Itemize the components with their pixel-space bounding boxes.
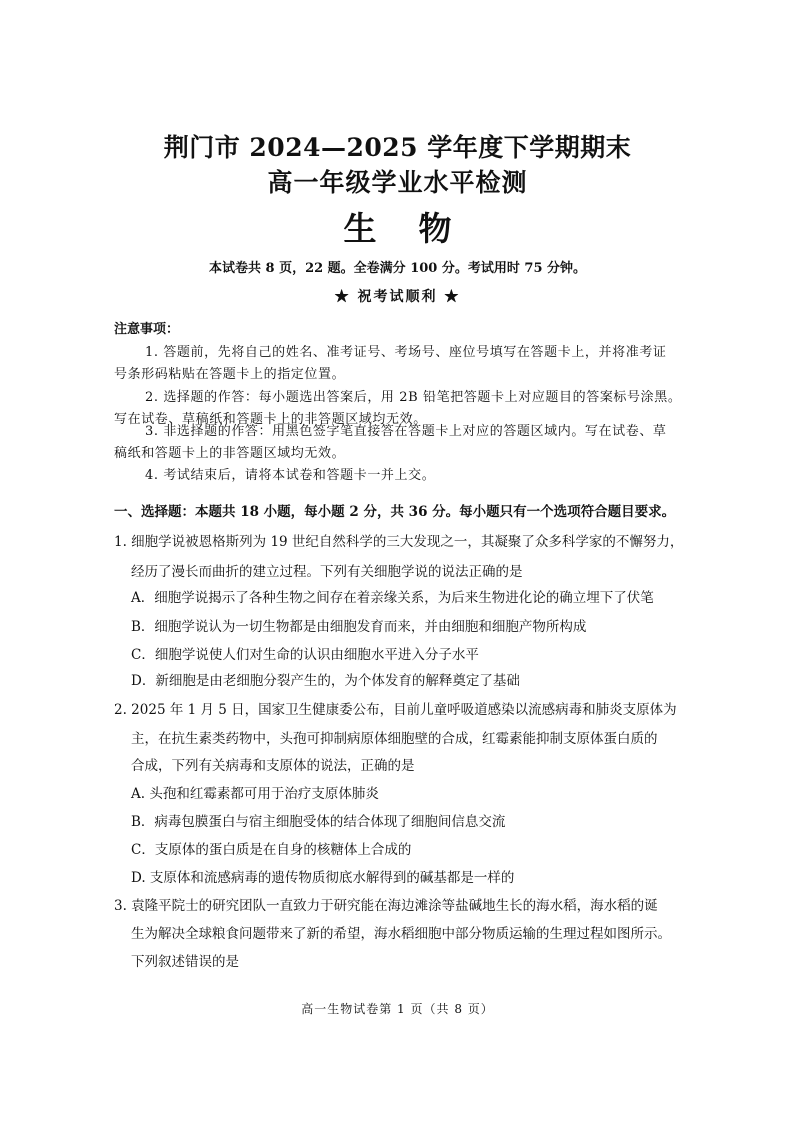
option-c: C．细胞学说使人们对生命的认识由细胞水平进入分子水平 bbox=[131, 647, 479, 663]
question-stem-line: 主，在抗生素类药物中，头孢可抑制病原体细胞壁的合成，红霉素能抑制支原体蛋白质的 bbox=[131, 731, 658, 747]
notice-line: 1. 答题前，先将自己的姓名、准考证号、考场号、座位号填写在答题卡上，并将准考证 bbox=[145, 345, 667, 360]
option-b: B．细胞学说认为一切生物都是由细胞发育而来，并由细胞和细胞产物所构成 bbox=[131, 619, 587, 635]
question-stem-line: 下列叙述错误的是 bbox=[131, 954, 239, 970]
question-stem-line: 经历了漫长而曲折的建立过程。下列有关细胞学说的说法正确的是 bbox=[131, 564, 523, 580]
question-stem-line: 生为解决全球粮食问题带来了新的希望，海水稻细胞中部分物质运输的生理过程如图所示。 bbox=[131, 926, 671, 942]
notice-line: 3. 非选择题的作答：用黑色签字笔直接答在答题卡上对应的答题区域内。写在试卷、草 bbox=[145, 424, 667, 439]
question-stem-line: 3. 袁隆平院士的研究团队一直致力于研究能在海边滩涂等盐碱地生长的海水稻，海水稻的诞 bbox=[114, 898, 658, 914]
option-b: B．病毒包膜蛋白与宿主细胞受体的结合体现了细胞间信息交流 bbox=[131, 814, 506, 830]
question-stem-line: 2. 2025 年 1 月 5 日，国家卫生健康委公布，目前儿童呼吸道感染以流感病毒和肺炎支原体为 bbox=[114, 702, 677, 718]
exam-info: 本试卷共 8 页，22 题。全卷满分 100 分。考试用时 75 分钟。 bbox=[208, 261, 587, 276]
question-stem-line: 合成，下列有关病毒和支原体的说法，正确的是 bbox=[131, 758, 415, 774]
notice-line: 4. 考试结束后，请将本试卷和答题卡一并上交。 bbox=[145, 468, 436, 483]
option-a: A．细胞学说揭示了各种生物之间存在着亲缘关系，为后来生物进化论的确立埋下了伏笔 bbox=[131, 590, 654, 606]
section-heading: 一、选择题：本题共 18 小题，每小题 2 分，共 36 分。每小题只有一个选项符合题目要求。 bbox=[114, 504, 676, 520]
option-a: A. 头孢和红霉素都可用于治疗支原体肺炎 bbox=[131, 786, 379, 802]
option-c: C．支原体的蛋白质是在自身的核糖体上合成的 bbox=[131, 842, 412, 858]
notice-line: 号条形码粘贴在答题卡上的指定位置。 bbox=[114, 367, 346, 382]
page-footer: 高一生物试卷第 1 页（共 8 页） bbox=[301, 1002, 494, 1016]
subject-title: 生物 bbox=[343, 209, 494, 248]
option-d: D．新细胞是由老细胞分裂产生的，为个体发育的解释奠定了基础 bbox=[131, 673, 520, 689]
notice-line: 2. 选择题的作答：每小题选出答案后，用 2B 铅笔把答题卡上对应题目的答案标号涂黑。 bbox=[145, 390, 682, 405]
notice-line: 稿纸和答题卡上的非答题区域均无效。 bbox=[114, 446, 346, 461]
notice-line: 写在试卷、草稿纸和答题卡上的非答题区域均无效。 bbox=[114, 412, 427, 427]
exam-title-line2: 高一年级学业水平检测 bbox=[267, 168, 528, 197]
good-luck-banner: ★ 祝考试顺利 ★ bbox=[334, 289, 461, 305]
question-stem-line: 1. 细胞学说被恩格斯列为 19 世纪自然科学的三大发现之一，其凝聚了众多科学家的不懈努力， bbox=[114, 534, 684, 550]
option-d: D. 支原体和流感病毒的遗传物质彻底水解得到的碱基都是一样的 bbox=[131, 870, 515, 886]
notice-heading: 注意事项： bbox=[114, 322, 180, 337]
exam-title-line1: 荆门市 2024—2025 学年度下学期期末 bbox=[163, 133, 632, 162]
